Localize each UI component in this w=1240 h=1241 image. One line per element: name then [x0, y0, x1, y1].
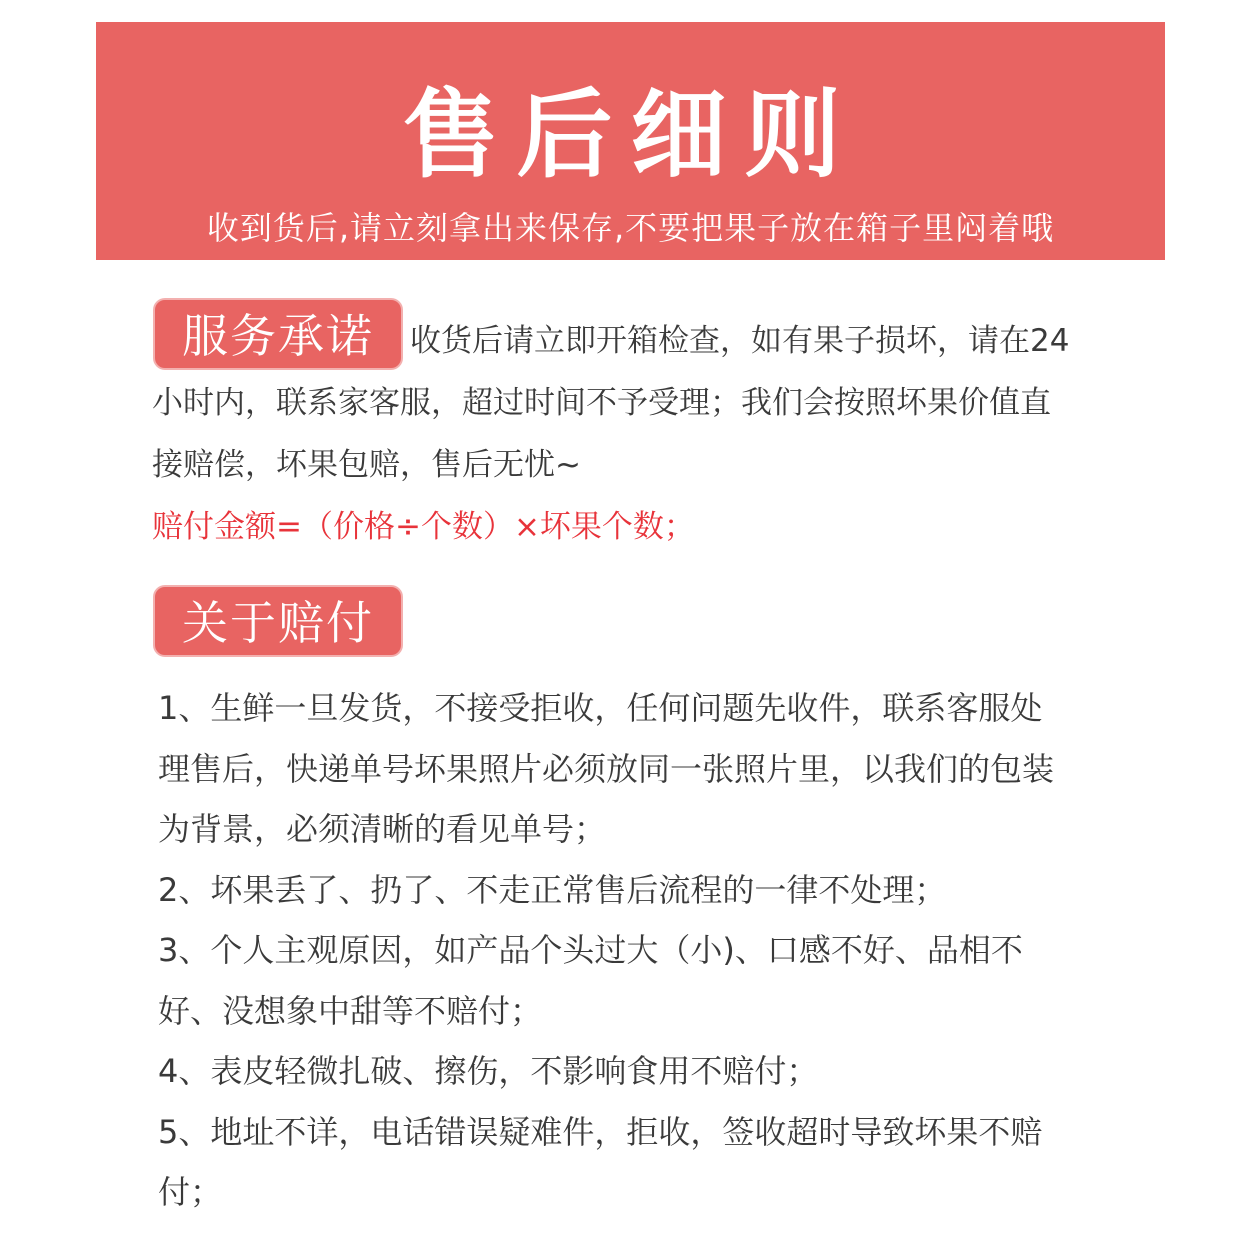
page-title: 售后细则 [402, 78, 859, 191]
compensation-formula: 赔付金额=（价格÷个数）×坏果个数； [152, 509, 695, 545]
list-item: 4、表皮轻微扎破、擦伤，不影响食用不赔付； [158, 1052, 819, 1090]
list-item: 5、地址不详，电话错误疑难件，拒收，签收超时导致坏果不赔付； [158, 1112, 1043, 1211]
list-item: 1、生鲜一旦发货，不接受拒收，任何问题先收件，联系客服处理售后，快递单号坏果照片必须放同一张照片里，以我们的包装为背景，必须清晰的看见单号； [158, 689, 1055, 848]
service-promise-text: 收货后请立即开箱检查，如有果子损坏，请在24小时内，联系家客服，超过时间不予受理；我们会按照坏果价值直接赔偿，坏果包赔，售后无忧~ [152, 323, 1070, 483]
compensation-rules-list [158, 678, 1058, 1223]
header-banner [96, 22, 1165, 260]
list-item: 2、坏果丢了、扔了、不走正常售后流程的一律不处理； [158, 870, 947, 909]
compensation-tag: 关于赔付 [153, 585, 403, 657]
banner-subtitle: 收到货后,请立刻拿出来保存,不要把果子放在箱子里闷着哦 [206, 209, 1055, 247]
service-promise-tag: 服务承诺 [153, 298, 403, 370]
list-item: 3、个人主观原因，如产品个头过大（小)、口感不好、品相不好、没想象中甜等不赔付； [158, 931, 1023, 1030]
